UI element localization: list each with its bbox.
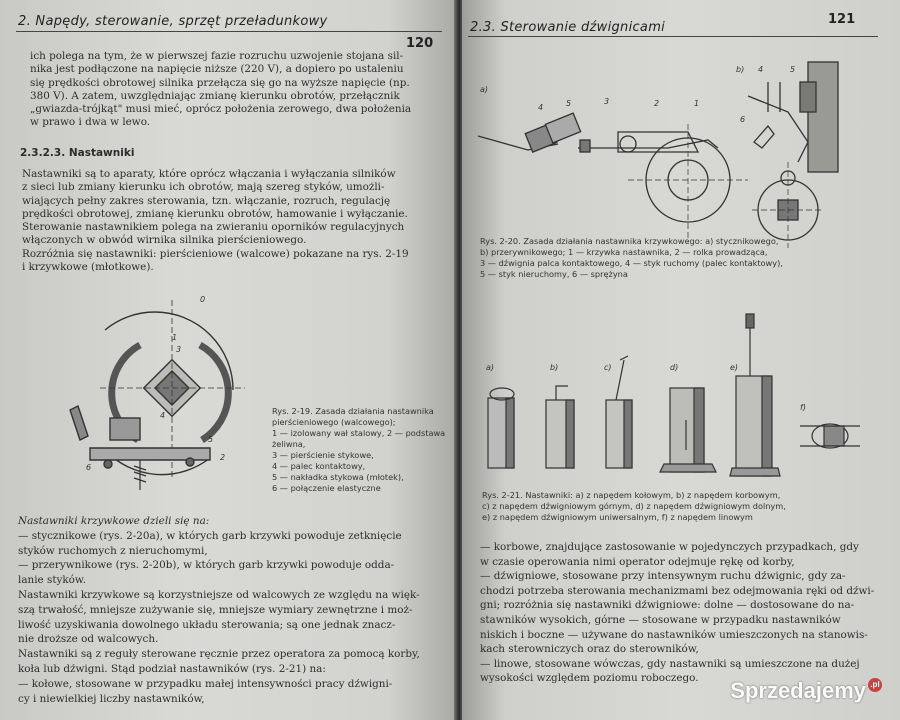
caption-line: Rys. 2-21. Nastawniki: a) z napędem kołowym, b) z napędem korbowym,: [482, 490, 781, 500]
fig21-label: b): [550, 363, 559, 372]
text-line: Nastawniki są to aparaty, które oprócz włączania i wyłączania silników: [22, 168, 396, 180]
text-line: Rozróżnia się nastawniki: pierścieniowe (walcowe) pokazane na rys. 2-19: [22, 247, 409, 260]
watermark-logo: [730, 678, 882, 704]
fig20-label: 5: [566, 99, 572, 108]
fig19-label: 2: [220, 453, 226, 462]
fig19-label: 4: [160, 411, 166, 420]
watermark-suffix: .pl: [868, 678, 882, 692]
caption-line: e) z napędem dźwigniowym uniwersalnym, f) z napędem linowym: [482, 512, 753, 522]
text-line: stawników wysokich, górne — stosowane w przypadku nastawników: [480, 613, 841, 626]
text-line: Nastawniki krzywkowe dzieli się na:: [18, 515, 210, 527]
page-number-left: 120: [406, 36, 434, 51]
text-line: styków ruchomych z nieruchomymi,: [18, 544, 208, 557]
text-line: — linowe, stosowane wówczas, gdy nastawniki są umieszczone na dużej: [480, 657, 860, 670]
text-line: lanie styków.: [18, 574, 86, 587]
fig20-label: a): [480, 85, 489, 94]
caption-line: c) z napędem dźwigniowym górnym, d) z napędem dźwigniowym dolnym,: [482, 501, 786, 511]
fig20-label: 6: [740, 115, 746, 124]
text-line: 380 V). A zatem, uwzględniając zmianę kierunku obrotów, przełącznik: [30, 89, 400, 102]
text-line: — stycznikowe (rys. 2-20a), w których garb krzywki powoduje zetknięcie: [18, 529, 402, 542]
bottom-paragraph-right: [480, 540, 880, 686]
caption-item: 3 — pierścienie stykowe,: [272, 450, 374, 460]
text-line: Sterowanie nastawnikiem polega na zwieraniu oporników regulacyjnych: [22, 221, 405, 234]
text-line: gni; rozróżnia się nastawniki dźwigniowe: dolne — dostosowane do na-: [480, 599, 855, 612]
text-line: Nastawniki są z reguły sterowane ręcznie przez operatora za pomocą korby,: [18, 648, 420, 661]
text-line: Nastawniki krzywkowe są korzystniejsze od walcowych ze względu na więk-: [18, 588, 420, 601]
text-line: chodzi potrzeba sterowania mechanizmami bez odejmowania ręki od dźwi-: [480, 584, 875, 597]
text-line: w czasie operowania nimi operator odejmuje rękę od korby,: [480, 555, 795, 568]
right-page: [462, 0, 900, 720]
figure-2-19-caption: [272, 406, 448, 494]
text-line: w prawo i dwa w lewo.: [30, 116, 151, 129]
text-line: ich polega na tym, że w pierwszej fazie rozruchu uzwojenie stojana sil-: [30, 50, 404, 62]
text-line: niskich i boczne — używane do nastawników umieszczonych na stanowis-: [480, 628, 868, 641]
page-number-right: 121: [828, 12, 856, 27]
fig20-label: b): [736, 65, 745, 74]
fig20-label: 2: [654, 99, 660, 108]
text-line: — dźwigniowe, stosowane przy intensywnym ruchu dźwignic, gdy za-: [480, 570, 846, 583]
text-line: wiających pełny zakres sterowania, tzn. włączanie, rozruch, regulację: [22, 194, 391, 207]
caption-title: Rys. 2-19. Zasada działania nastawnika pierścieniowego (walcowego);: [272, 406, 434, 427]
caption-line: Rys. 2-20. Zasada działania nastawnika krzywkowego: a) stycznikowego,: [480, 236, 779, 246]
fig19-label: 6: [86, 463, 92, 472]
fig20-label: 4: [538, 103, 544, 112]
fig21-label: a): [486, 363, 495, 372]
text-line: — kołowe, stosowane w przypadku małej intensywności pracy dźwigni-: [18, 677, 393, 690]
fig20-label: 1: [694, 99, 700, 108]
fig21-label: c): [604, 363, 612, 372]
running-head-right: 2.3. Sterowanie dźwignicami: [470, 20, 666, 35]
text-line: z sieci lub zmiany kierunku ich obrotów, mają szereg styków, umożli-: [22, 181, 385, 194]
fig21-label: d): [670, 363, 679, 372]
text-line: się prędkości obrotowej silnika przełącza się go na wyższe napięcie (np.: [30, 76, 410, 89]
caption-item: 5 — nakładka stykowa (młotek),: [272, 472, 404, 482]
fig19-label: 3: [176, 345, 182, 354]
caption-line: 3 — dźwignia palca kontaktowego, 4 — styk ruchomy (palec kontaktowy),: [480, 258, 783, 268]
fig20-label: 4: [758, 65, 764, 74]
fig20-label: 5: [790, 65, 796, 74]
text-line: cy i niewielkiej liczby nastawników,: [18, 692, 205, 705]
text-line: szą trwałość, mniejsze zużywanie się, mniejsze wymiary zewnętrzne i moż-: [18, 603, 413, 616]
fig19-label: 1: [172, 333, 178, 342]
running-head-left: 2. Napędy, sterowanie, sprzęt przeładunkowy: [18, 14, 328, 29]
text-line: „gwiazda-trójkąt" musi mieć, oprócz położenia zerowego, dwa położenia: [30, 103, 412, 116]
bottom-paragraph-left: [18, 514, 436, 706]
fig21-label: e): [730, 363, 739, 372]
text-line: prędkości obrotowej, zmianę kierunku obrotów, hamowanie i wyłączanie.: [22, 207, 408, 220]
figure-2-21-controller-drives: [480, 300, 880, 490]
fig19-label: 0: [200, 295, 206, 304]
header-rule-left: [16, 31, 442, 32]
fig19-label: 5: [208, 435, 214, 444]
caption-item: 1 — izolowany wał stalowy, 2 — podstawa żeliwna,: [272, 428, 446, 449]
text-line: nika jest podłączone na napięcie niższe (220 V), a dopiero po ustaleniu: [30, 63, 404, 76]
section-heading: 2.3.2.3. Nastawniki: [20, 147, 135, 159]
fig20-label: 3: [604, 97, 610, 106]
caption-item: 6 — połączenie elastyczne: [272, 483, 381, 493]
caption-line: 5 — styk nieruchomy, 6 — sprężyna: [480, 269, 628, 279]
watermark-text: Sprzedajemy: [730, 678, 866, 703]
caption-line: b) przerywnikowego; 1 — krzywka nastawnika, 2 — rolka prowadząca,: [480, 247, 768, 257]
figure-2-19-ring-controller: [60, 290, 270, 510]
text-line: kach sterowniczych oraz do sterowników,: [480, 643, 699, 656]
text-line: liwość uzyskiwania dowolnego układu sterowania; są one jednak znacz-: [18, 618, 396, 631]
text-line: włączonych w obwód wirnika silnika pierścieniowego.: [22, 234, 307, 247]
text-line: nie droższe od walcowych.: [18, 633, 159, 646]
figure-2-20-cam-controller: [468, 52, 888, 252]
figure-2-20-caption: [480, 236, 880, 280]
fig21-label: f): [800, 403, 806, 412]
text-line: — korbowe, znajdujące zastosowanie w pojedynczych przypadkach, gdy: [480, 541, 859, 553]
text-line: wysokości względem poziomu roboczego.: [480, 672, 699, 685]
figure-2-21-caption: [482, 490, 878, 523]
section-paragraph: [22, 168, 432, 274]
header-rule-right: [468, 36, 878, 37]
caption-item: 4 — palec kontaktowy,: [272, 461, 366, 471]
text-line: i krzywkowe (młotkowe).: [22, 261, 154, 274]
intro-paragraph: [30, 50, 434, 130]
text-line: — przerywnikowe (rys. 2-20b), w których garb krzywki powoduje odda-: [18, 559, 395, 572]
text-line: koła lub dźwigni. Stąd podział nastawników (rys. 2-21) na:: [18, 662, 326, 675]
